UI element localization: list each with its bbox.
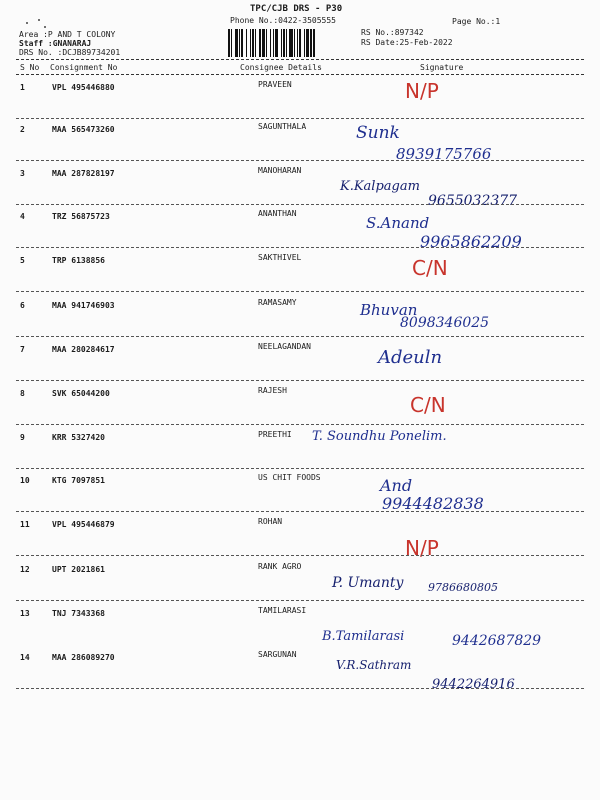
- signature-mark: And: [380, 476, 413, 495]
- row-sno: 13: [20, 609, 30, 618]
- row-consignment: VPL 495446879: [52, 520, 115, 529]
- row-sno: 6: [20, 301, 25, 310]
- row-consignment: MAA 286089270: [52, 653, 115, 662]
- row-consignment: VPL 495446880: [52, 83, 115, 92]
- row-sno: 10: [20, 476, 30, 485]
- area-label: Area :P AND T COLONY: [19, 30, 116, 39]
- column-header-consignment: Consignment No: [50, 63, 118, 72]
- signature-phone: 9965862209: [420, 232, 522, 251]
- row-consignee: PRAVEEN: [258, 80, 292, 89]
- signature-mark: S.Anand: [366, 214, 430, 232]
- signature-mark: Adeuln: [378, 347, 443, 368]
- staff-label: Staff :GNANARAJ: [19, 39, 92, 48]
- row-consignee: RAMASAMY: [258, 298, 297, 307]
- signature-mark: B.Tamilarasi: [322, 629, 405, 644]
- table-row: [0, 122, 600, 167]
- row-consignee: RANK AGRO: [258, 562, 302, 571]
- row-consignee: ANANTHAN: [258, 209, 297, 218]
- signature-mark: N/P: [405, 79, 439, 103]
- signature-phone: 8939175766: [396, 145, 492, 163]
- row-divider: [16, 424, 584, 425]
- signature-mark: Sunk: [356, 123, 400, 143]
- row-sno: 5: [20, 256, 25, 265]
- row-sno: 3: [20, 169, 25, 178]
- row-divider: [16, 511, 584, 512]
- signature-mark: V.R.Sathram: [336, 658, 412, 672]
- row-consignment: TRZ 56875723: [52, 212, 110, 221]
- row-consignee: TAMILARASI: [258, 606, 307, 615]
- signature-phone: 9442264916: [432, 677, 515, 692]
- row-consignment: MAA 565473260: [52, 125, 115, 134]
- row-consignee: SAGUNTHALA: [258, 122, 307, 131]
- signature-mark: Bhuvan: [360, 301, 418, 319]
- signature-mark: N/P: [405, 536, 439, 560]
- row-consignment: KRR 5327420: [52, 433, 105, 442]
- row-sno: 11: [20, 520, 30, 529]
- table-row: [0, 517, 600, 562]
- row-divider: [16, 468, 584, 469]
- signature-phone: 9655032377: [428, 193, 518, 209]
- signature-phone: 9442687829: [452, 633, 542, 649]
- table-row: [0, 650, 600, 695]
- row-consignee: US CHIT FOODS: [258, 473, 321, 482]
- table-row: [0, 209, 600, 254]
- row-sno: 14: [20, 653, 30, 662]
- row-divider: [16, 555, 584, 556]
- page-number: Page No.:1: [452, 17, 501, 26]
- table-row: [0, 562, 600, 607]
- column-header-signature: Signature: [420, 63, 464, 72]
- table-row: [0, 429, 600, 475]
- signature-mark: C/N: [412, 256, 448, 280]
- table-row: [0, 298, 600, 343]
- row-consignee: ROHAN: [258, 517, 283, 526]
- row-sno: 12: [20, 565, 30, 574]
- table-row: [0, 342, 600, 387]
- header-divider-top: [16, 59, 584, 60]
- row-consignee: RAJESH: [258, 386, 287, 395]
- row-consignee: PREETHI: [258, 430, 292, 439]
- signature-phone: 8098346025: [400, 315, 490, 331]
- signature-phone: 9944482838: [382, 494, 484, 513]
- row-consignee: MANOHARAN: [258, 166, 302, 175]
- rs-number: RS No.:897342: [361, 28, 424, 37]
- row-divider: [16, 204, 584, 205]
- row-consignee: SARGUNAN: [258, 650, 297, 659]
- row-divider: [16, 600, 584, 601]
- row-sno: 7: [20, 345, 25, 354]
- row-divider: [16, 336, 584, 337]
- table-row: [0, 79, 600, 125]
- row-divider: [16, 291, 584, 292]
- row-sno: 2: [20, 125, 25, 134]
- row-sno: 1: [20, 83, 25, 92]
- row-consignment: MAA 280284617: [52, 345, 115, 354]
- table-row: [0, 473, 600, 518]
- signature-mark: P. Umanty: [332, 575, 404, 591]
- row-consignee: SAKTHIVEL: [258, 253, 302, 262]
- barcode-bar: [315, 29, 317, 57]
- row-consignment: SVK 65044200: [52, 389, 110, 398]
- row-consignment: UPT 2021861: [52, 565, 105, 574]
- table-row: [0, 166, 600, 211]
- row-consignee: NEELAGANDAN: [258, 342, 311, 351]
- row-sno: 4: [20, 212, 25, 221]
- column-header-consignee: Consignee Details: [240, 63, 322, 72]
- row-sno: 8: [20, 389, 25, 398]
- signature-mark: K.Kalpagam: [340, 179, 420, 194]
- table-row: [0, 253, 600, 298]
- row-consignment: MAA 287828197: [52, 169, 115, 178]
- table-row: [0, 386, 600, 431]
- row-divider: [16, 118, 584, 119]
- row-consignment: TNJ 7343368: [52, 609, 105, 618]
- row-divider: [16, 688, 584, 689]
- column-header-sno: S No: [20, 63, 40, 72]
- signature-mark: C/N: [410, 393, 446, 417]
- row-divider: [16, 247, 584, 248]
- rs-date: RS Date:25-Feb-2022: [361, 38, 453, 47]
- header-divider-bottom: [16, 74, 584, 75]
- drs-number: DRS No. :DCJB89734201: [19, 48, 121, 57]
- barcode-icon: [228, 29, 352, 57]
- row-consignment: TRP 6138856: [52, 256, 105, 265]
- table-row: [0, 606, 600, 651]
- signature-phone: 9786680805: [428, 581, 498, 594]
- row-divider: [16, 160, 584, 161]
- row-sno: 9: [20, 433, 25, 442]
- row-divider: [16, 380, 584, 381]
- phone-number: Phone No.:0422-3505555: [230, 16, 336, 25]
- sheet-title: TPC/CJB DRS - P30: [250, 4, 343, 14]
- signature-mark: T. Soundhu Ponelim.: [312, 429, 447, 444]
- row-consignment: KTG 7097851: [52, 476, 105, 485]
- row-consignment: MAA 941746903: [52, 301, 115, 310]
